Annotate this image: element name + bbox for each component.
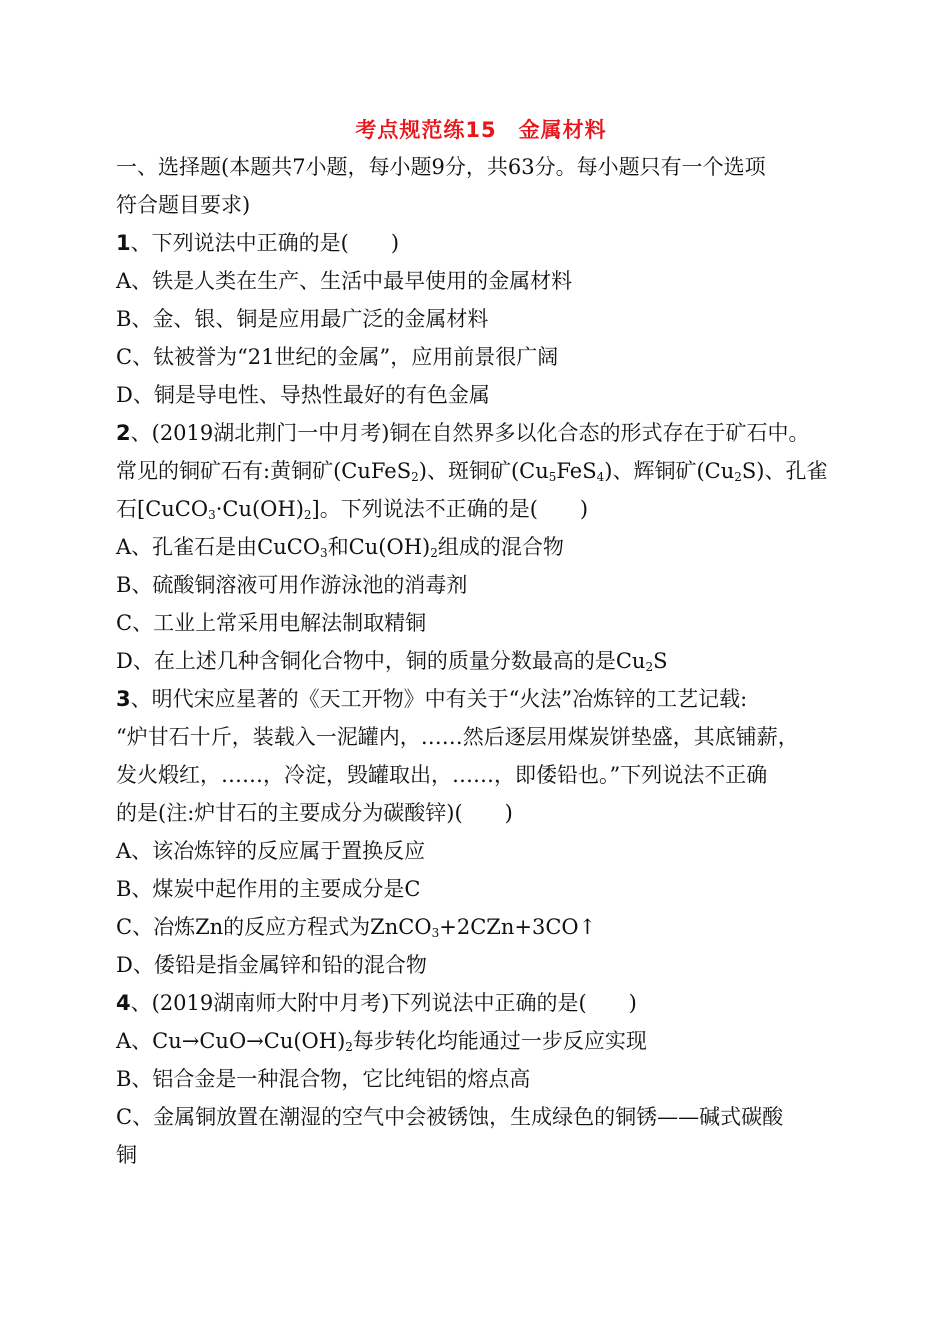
text-fragment: )、斑铜矿(Cu [418, 459, 549, 483]
text-fragment: A、Cu→CuO→Cu(OH) [116, 1029, 346, 1053]
subscript: 3 [208, 508, 216, 522]
section-heading-line-2: 符合题目要求) [116, 193, 251, 217]
question-2-option-c: C、工业上常采用电解法制取精铜 [116, 611, 427, 635]
question-2-option-d [116, 642, 846, 680]
question-1-option-b: B、金、银、铜是应用最广泛的金属材料 [116, 307, 489, 331]
document-page [116, 112, 846, 1174]
text-fragment: 和Cu(OH) [327, 535, 431, 559]
question-4-number: 4 [116, 991, 131, 1015]
question-4-option-c-line-1: C、金属铜放置在潮湿的空气中会被锈蚀，生成绿色的铜锈——碱式碳酸 [116, 1105, 784, 1129]
subscript: 4 [596, 470, 605, 484]
subscript: 3 [320, 546, 328, 560]
text-fragment: D、在上述几种含铜化合物中，铜的质量分数最高的是Cu [116, 649, 646, 673]
text-fragment: 每步转化均能通过一步反应实现 [352, 1029, 647, 1053]
text-fragment: S [653, 649, 668, 673]
question-1-option-d: D、铜是导电性、导热性最好的有色金属 [116, 383, 490, 407]
subscript: 2 [734, 470, 742, 484]
question-1-option-a: A、铁是人类在生产、生活中最早使用的金属材料 [116, 269, 573, 293]
question-1-text: 、下列说法中正确的是( ) [130, 231, 400, 255]
text-fragment: C、冶炼Zn的反应方程式为ZnCO [116, 915, 432, 939]
text-fragment: 常见的铜矿石有:黄铜矿(CuFeS [116, 459, 412, 483]
question-3-stem-line-4: 的是(注:炉甘石的主要成分为碳酸锌)( ) [116, 801, 513, 825]
text-fragment: ·Cu(OH) [215, 497, 304, 521]
text-fragment: 组成的混合物 [437, 535, 564, 559]
text-fragment: FeS [556, 459, 597, 483]
text-fragment: A、孔雀石是由CuCO [116, 535, 321, 559]
question-4-stem [116, 984, 846, 1022]
text-fragment: ]。下列说法不正确的是( ) [311, 497, 589, 521]
question-3-number: 3 [116, 687, 131, 711]
question-2-stem-line-3 [116, 490, 846, 528]
question-3-option-a: A、该冶炼锌的反应属于置换反应 [116, 839, 426, 863]
question-3-stem-line-2: “炉甘石十斤，装载入一泥罐内，……然后逐层用煤炭饼垫盛，其底铺薪， [116, 725, 799, 749]
question-3-option-c [116, 908, 846, 946]
question-3-option-d: D、倭铅是指金属锌和铅的混合物 [116, 953, 427, 977]
question-3-text-1: 、明代宋应星著的《天工开物》中有关于“火法”冶炼锌的工艺记载: [130, 687, 748, 711]
text-fragment: S)、孔雀 [741, 459, 828, 483]
question-2-option-b: B、硫酸铜溶液可用作游泳池的消毒剂 [116, 573, 468, 597]
question-4-text: 、(2019湖南师大附中月考)下列说法中正确的是( ) [130, 991, 637, 1015]
question-3-stem-line-1 [116, 680, 846, 718]
question-1-number: 1 [116, 231, 131, 255]
question-2-option-a [116, 528, 846, 566]
text-fragment: +2CZn+3CO↑ [439, 915, 597, 939]
subscript: 5 [548, 470, 557, 484]
question-1-option-c: C、钛被誉为“21世纪的金属”，应用前景很广阔 [116, 345, 559, 369]
question-4-option-a [116, 1022, 846, 1060]
question-4-option-b: B、铝合金是一种混合物，它比纯铝的熔点高 [116, 1067, 531, 1091]
subscript: 3 [431, 926, 440, 940]
subscript: 2 [645, 660, 654, 674]
subscript: 2 [303, 508, 312, 522]
question-1-stem [116, 224, 846, 262]
question-3-option-b: B、煤炭中起作用的主要成分是C [116, 877, 421, 901]
subscript: 2 [345, 1040, 353, 1054]
text-fragment: )、辉铜矿(Cu [604, 459, 735, 483]
subscript: 2 [411, 470, 419, 484]
question-3-stem-line-3: 发火煅红，……，冷淀，毁罐取出，……，即倭铅也。”下列说法不正确 [116, 763, 768, 787]
question-2-text-1: 、(2019湖北荆门一中月考)铜在自然界多以化合态的形式存在于矿石中。 [130, 421, 810, 445]
question-2-number: 2 [116, 421, 131, 445]
question-2-stem-line-2 [116, 452, 846, 490]
text-fragment: 石[CuCO [116, 497, 209, 521]
question-2-stem-line-1 [116, 414, 846, 452]
section-heading-line-1: 一、选择题(本题共7小题，每小题9分，共63分。每小题只有一个选项 [116, 155, 766, 179]
subscript: 2 [430, 546, 438, 560]
question-4-option-c-line-2: 铜 [116, 1143, 137, 1167]
page-title: 考点规范练15 金属材料 [355, 118, 607, 142]
